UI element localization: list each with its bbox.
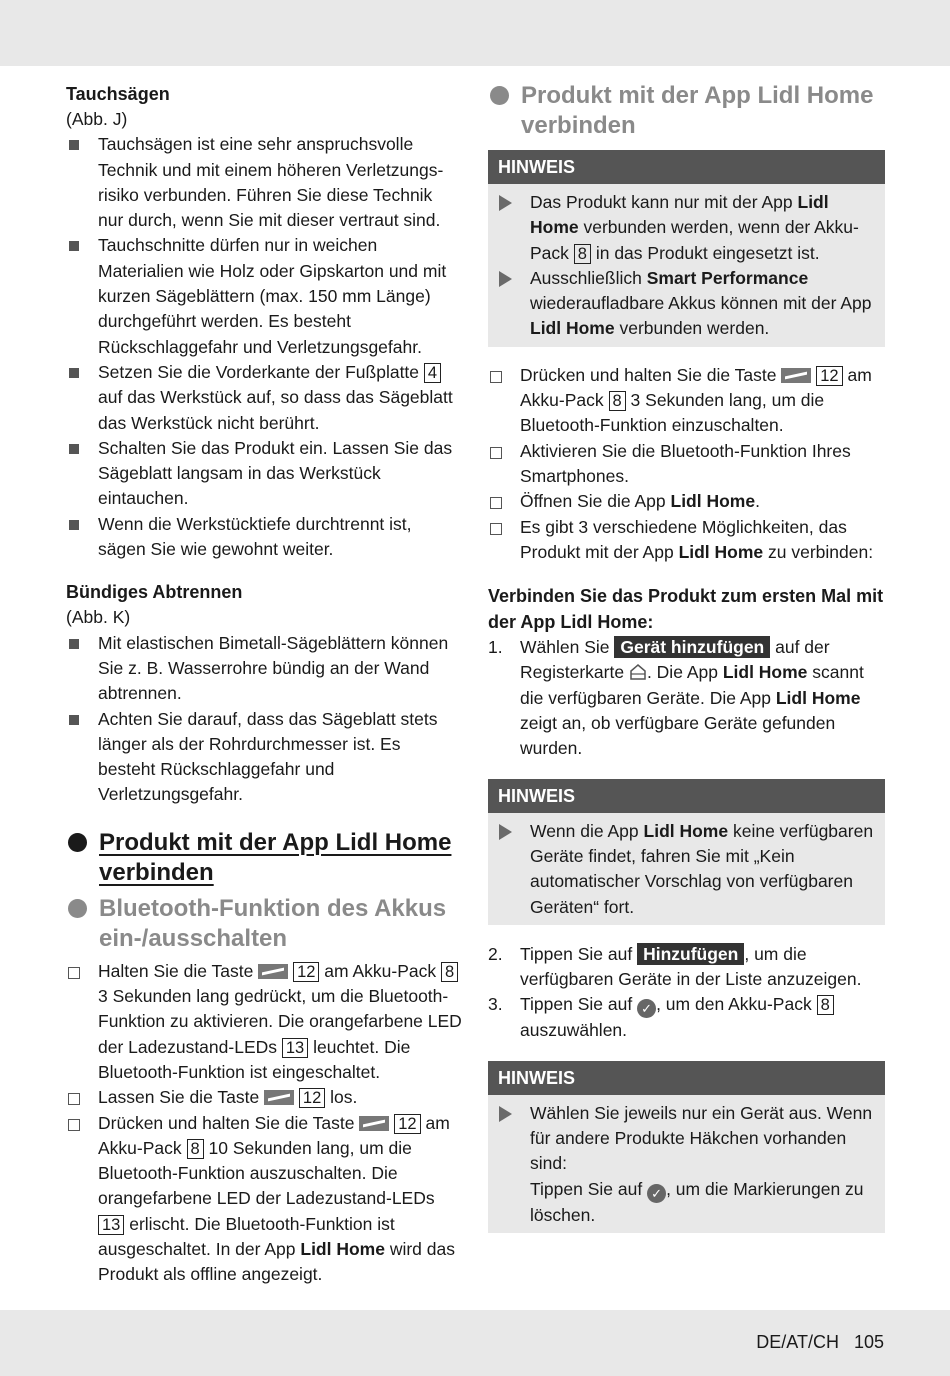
list-item: Schalten Sie das Produkt ein. Lassen Sie das Sägeblatt langsam in das Werkstück eintauchen. [66,436,462,512]
buendig-list [66,631,462,808]
list-item: Drücken und halten Sie die Taste 12 am Akku-Pack 8 3 Sekunden lang, um die Bluetooth-Funktion einzuschalten. [488,363,885,439]
tauch-list [66,132,462,562]
list-item: Tauchschnitte dürfen nur in weichen Materialien wie Holz oder Gipskarton und mit kurzen Sägeblättern (max. 150 mm Länge) durchgeführt werden. Es besteht Rückschlaggefahr und Verletzungsgefahr. [66,233,462,359]
app-steps [488,363,885,565]
add-label: Hinzufügen [637,943,744,965]
list-item: Drücken und halten Sie die Taste 12 am Akku-Pack 8 10 Sekunden lang, um die Bluetooth-Funktion auszuschalten. Die orangefarbene LED der Ladezustand-LEDs 13 erlischt. Die Bluetooth-Funktion ist ausgeschaltet. In der App Lidl Home wird das Produkt als offline angezeigt. [66,1111,462,1288]
list-item: Lassen Sie die Taste 12 los. [66,1085,462,1110]
bullet-dot-icon [68,833,87,852]
figure-ref-j: (Abb. J) [66,109,128,129]
bullet-dot-icon [68,899,87,918]
list-item: Tauchsägen ist eine sehr anspruchsvolle Technik und mit einem höheren Verletzungsrisiko verbunden. Führen Sie diese Technik nur durch, wenn Sie mit dieser vertraut sind. [66,132,462,233]
add-device-label: Gerät hinzufügen [614,636,770,658]
numbered-step-1 [488,635,885,761]
list-item: 3. Tippen Sie auf ✓ , um den Akku-Pack 8 auszuwählen. [488,992,885,1043]
ref-box: 4 [424,363,441,383]
key-icon [264,1090,294,1105]
heading-app-connect: Produkt mit der App Lidl Home verbinden [66,828,462,888]
bluetooth-steps [66,959,462,1288]
key-icon [258,964,288,979]
list-item: Wenn die Werkstücktiefe durchtrennt ist, sägen Sie wie gewohnt weiter. [66,512,462,563]
check-circle-icon: ✓ [647,1184,666,1203]
page-footer: DE/AT/CH 105 [756,1332,884,1352]
list-item: Öffnen Sie die App Lidl Home. [488,489,885,514]
note-box-3 [488,1061,885,1233]
bullet-dot-icon [490,86,509,105]
section-title-buendig: Bündiges Abtrennen [66,582,243,603]
note-header: HINWEIS [488,779,885,813]
key-icon [781,368,811,383]
heading-app-connect-right: Produkt mit der App Lidl Home verbinden [488,81,885,141]
heading-bluetooth: Bluetooth-Funktion des Akkus ein-/ausschalten [66,894,462,954]
list-item: 2. Tippen Sie auf Hinzufügen , um die verfügbaren Geräte in der Liste anzuzeigen. [488,943,862,990]
left-column [66,80,462,1288]
check-circle-icon: ✓ [637,999,656,1018]
note-item: Wählen Sie jeweils nur ein Gerät aus. Wenn für andere Produkte Häkchen vorhanden sind: Tippen Sie auf ✓ , um die Markierungen zu löschen. [488,1101,875,1228]
note-item: Wenn die App Lidl Home keine verfügbaren Geräte findet, fahren Sie mit „Kein automatischer Vorschlag von verfügbaren Geräten“ fort. [488,819,875,920]
list-item: Es gibt 3 verschiedene Möglichkeiten, das Produkt mit der App Lidl Home zu verbinden: [488,515,885,566]
list-item: Achten Sie darauf, dass das Sägeblatt stets länger als der Rohrdurchmesser ist. Es besteht Rückschlaggefahr und Verletzungsgefahr. [66,707,462,808]
first-connect-title: Verbinden Sie das Produkt zum ersten Mal mit der App Lidl Home: [488,586,884,633]
list-item: Mit elastischen Bimetall-Sägeblättern können Sie z. B. Wasserrohre bündig an der Wand abtrennen. [66,631,462,707]
key-icon [359,1116,389,1131]
figure-ref-k: (Abb. K) [66,607,131,628]
section-title-tauchsaegen: Tauchsägen [66,84,170,104]
right-column [488,80,885,1233]
note-box-1 [488,150,885,347]
list-item: Halten Sie die Taste 12 am Akku-Pack 8 3 Sekunden lang gedrückt, um die Bluetooth-Funktion zu aktivieren. Die orangefarbene LED der Ladezustand-LEDs 13 leuchtet. Die Bluetooth-Funktion ist eingeschaltet. [66,959,462,1085]
list-item: 1. Wählen Sie Gerät hinzufügen auf der Registerkarte . Die App Lidl Home scannt die verfügbaren Geräte. Die App Lidl Home zeigt an, ob verfügbare Geräte gefunden wurden. [488,637,864,759]
list-item: Aktivieren Sie die Bluetooth-Funktion Ihres Smartphones. [488,439,885,490]
top-band [0,0,950,66]
numbered-steps-2-3 [488,942,885,1044]
list-item: Setzen Sie die Vorderkante der Fußplatte 4 auf das Werkstück auf, so dass das Sägeblatt das Werkstück nicht berührt. [66,360,462,436]
note-header: HINWEIS [488,150,885,184]
home-tab-icon [629,663,647,681]
note-item: Das Produkt kann nur mit der App Lidl Home verbunden werden, wenn der Akku-Pack 8 in das Produkt eingesetzt ist. [488,190,875,266]
note-item: Ausschließlich Smart Performance wiederaufladbare Akkus können mit der App Lidl Home verbunden werden. [488,266,875,342]
note-header: HINWEIS [488,1061,885,1095]
note-box-2 [488,779,885,925]
